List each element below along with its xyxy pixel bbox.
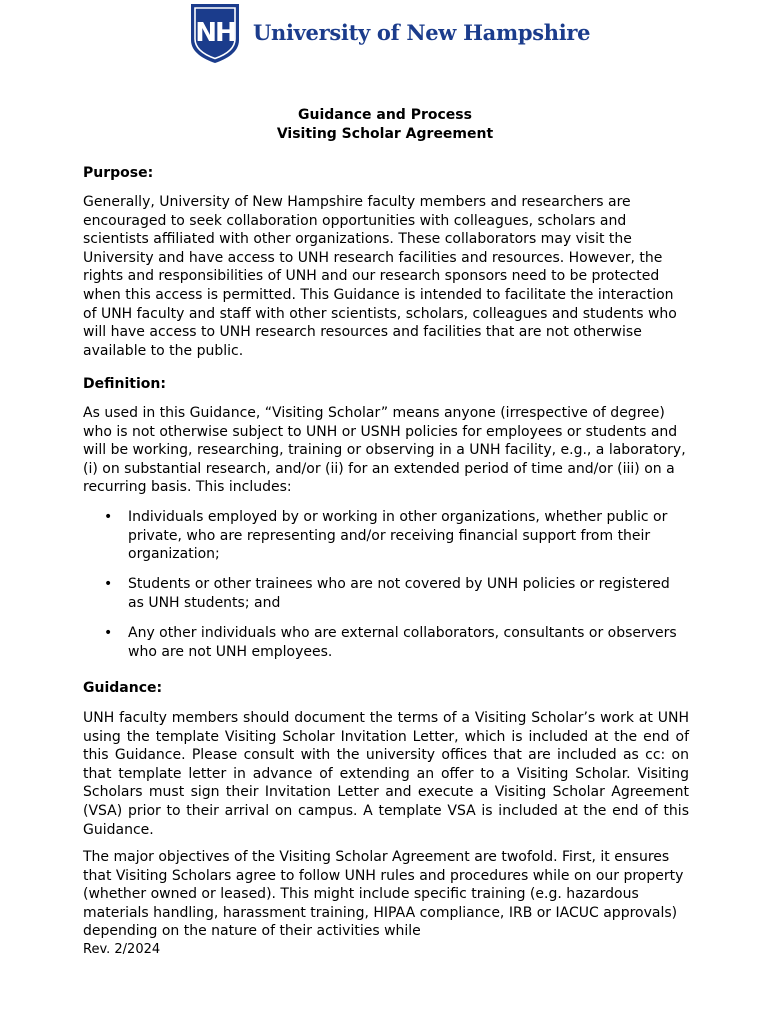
document-title: Guidance and Process — [298, 107, 472, 123]
list-item-text: Any other individuals who are external collaborators, consultants or observers who are not UNH employees. — [128, 625, 677, 660]
list-item-text: Individuals employed by or working in other organizations, whether public or private, who are representing and/or receiving financial support from their organization; — [128, 509, 668, 563]
unh-shield-icon — [189, 2, 241, 64]
definition-paragraph: As used in this Guidance, “Visiting Scholar” means anyone (irrespective of degree) who is not otherwise subject to UNH or USNH policies for employees or students and will be working, researching, training or observing in a UNH facility, e.g., a laboratory, (i) on substantial research, and/or (ii) for an extended period of time and/or (iii) on a recurring basis. This includes: — [83, 405, 686, 496]
university-name: University of New Hampshire — [253, 19, 591, 45]
purpose-paragraph: Generally, University of New Hampshire faculty members and researchers are encouraged to seek collaboration opportunities with colleagues, scholars and scientists affiliated with other organizations. These collaborators may visit the University and have access to UNH research facilities and resources. However, the rights and responsibilities of UNH and our research sponsors need to be protected when this access is permitted. This Guidance is intended to facilitate the interaction of UNH faculty and staff with other scientists, scholars, colleagues and students who will have access to UNH research resources and facilities that are not otherwise available to the public. — [83, 194, 677, 359]
purpose-heading: Purpose: — [83, 165, 154, 181]
revision-footer: Rev. 2/2024 — [83, 942, 161, 957]
unh-logo — [189, 2, 590, 64]
guidance-paragraph-1: UNH faculty members should document the terms of a Visiting Scholar’s work at UNH using the template Visiting Scholar Invitation Letter, which is included at the end of this Guidance. Please consult with the university offices that are included as cc: on that template letter in advance of extending an offer to a Visiting Scholar. Visiting Scholars must sign their Invitation Letter and execute a Visiting Scholar Agreement (VSA) prior to their arrival on campus. A template VSA is included at the end of this Guidance. — [83, 710, 689, 838]
list-item-text: Students or other trainees who are not covered by UNH policies or registered as UNH students; and — [128, 576, 670, 611]
bullet-icon: • — [104, 576, 113, 592]
guidance-paragraph-2: The major objectives of the Visiting Scholar Agreement are twofold. First, it ensures that Visiting Scholars agree to follow UNH rules and procedures while on our property (whether owned or leased). This might include specific training (e.g. hazardous materials handling, harassment training, HIPAA compliance, IRB or IACUC approvals) depending on the nature of their activities while — [83, 849, 684, 940]
guidance-heading: Guidance: — [83, 680, 163, 696]
bullet-icon: • — [104, 509, 113, 525]
svg-text:NH: NH — [195, 18, 235, 48]
document-subtitle: Visiting Scholar Agreement — [276, 126, 494, 142]
bullet-icon: • — [104, 625, 113, 641]
definition-heading: Definition: — [83, 376, 166, 392]
